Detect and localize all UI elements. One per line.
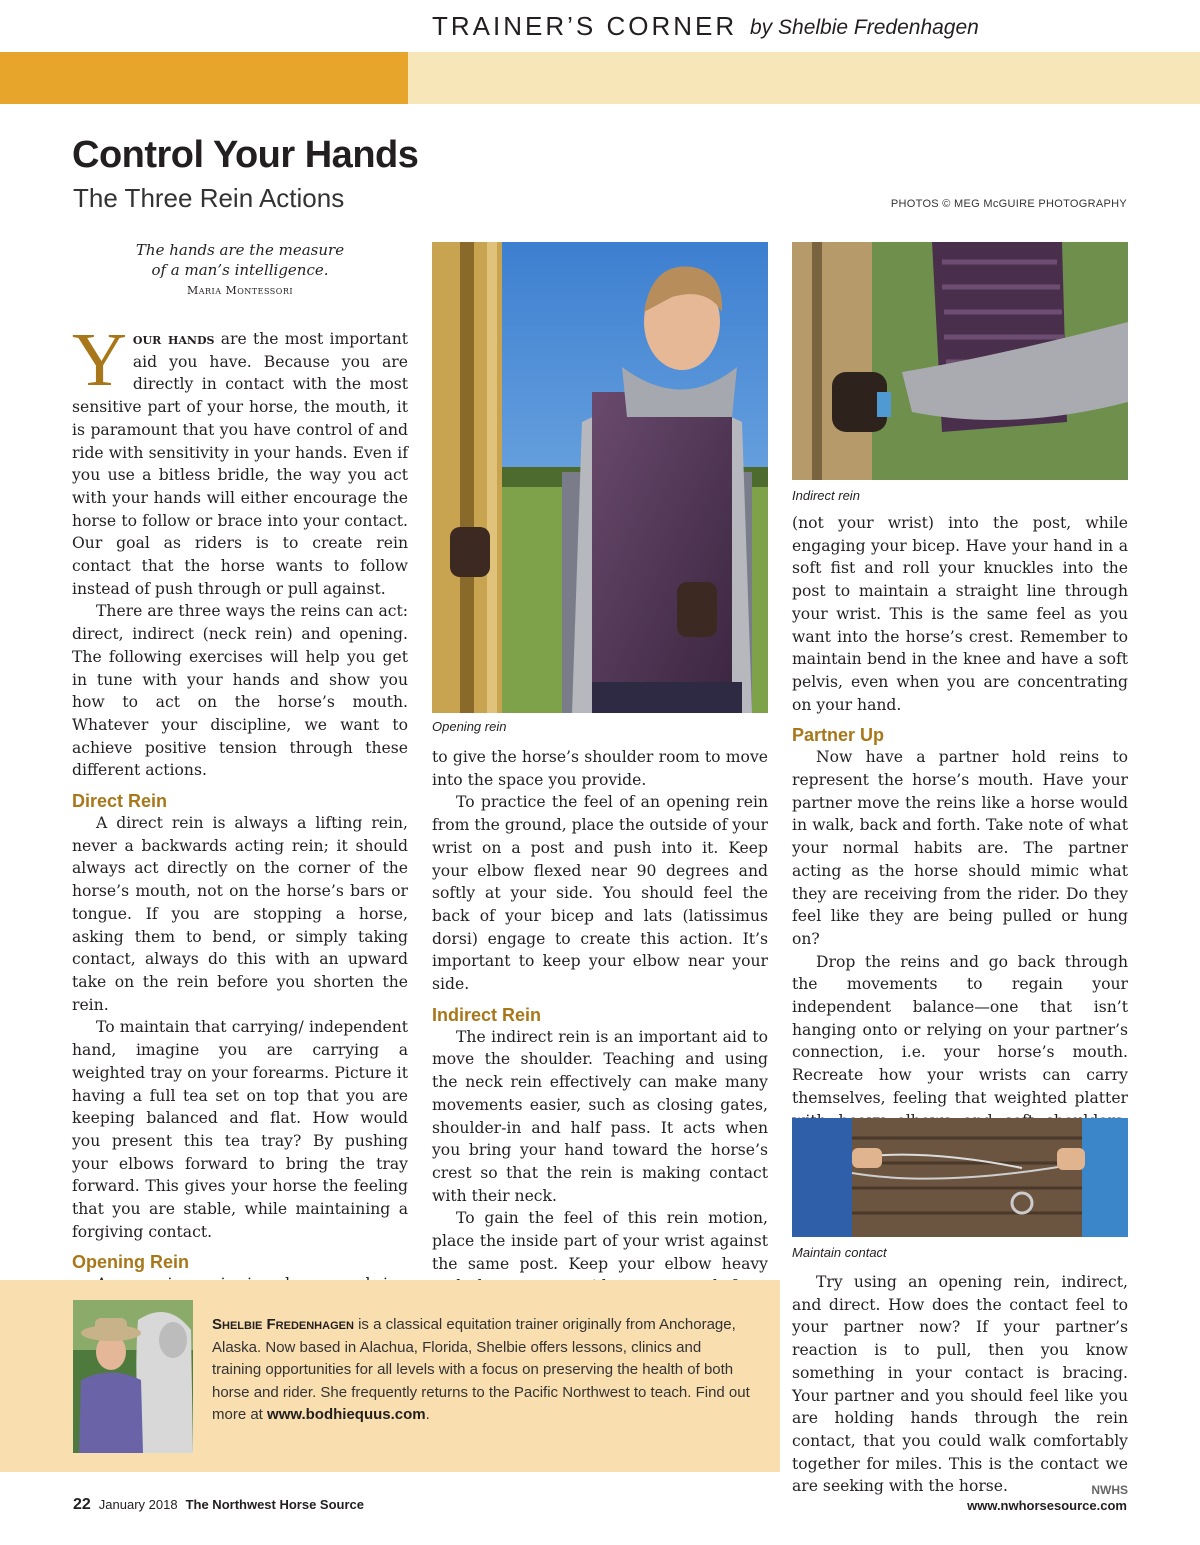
heading-opening-rein: Opening Rein [72, 1252, 189, 1273]
photo-indirect-rein [792, 242, 1128, 480]
column-3-lower [792, 1271, 1128, 1502]
intro-text: are the most important aid you have. Because you are directly in contact with the most sensitive part of your horse, the mouth, it is paramount that you have control of and ride with sensitivity in your hands. Even if you use a bitless bridle, the way you act with your hands will either encourage the horse to follow or brace into your contact. Our goal as riders is to create rein contact that the horse wants to follow instead of push through or pull against. [72, 330, 408, 598]
paragraph: To gain the feel of this rein motion, place the inside part of your wrist against the same post. Keep your elbow heavy [432, 1209, 768, 1273]
column-1 [72, 318, 408, 1342]
caption-maintain-contact: Maintain contact [792, 1245, 887, 1260]
issue-date: January 2018 [98, 1497, 178, 1512]
author-bio [212, 1314, 752, 1427]
article-title: Control Your Hands [72, 134, 419, 176]
paragraph [792, 1271, 1128, 1498]
author-name: Shelbie Fredenhagen [212, 1316, 354, 1333]
paragraph: Drop the reins and go back through the movements to regain your independent balance—one that isn’t hanging onto or relying on your partner’s connection, i.e. your horse’s mouth. Recreate how your wrists can carry themselves, feeling that weighted platter [792, 952, 1128, 1107]
paragraph: (not your wrist) into the post, while engaging your bicep. Have your hand in a soft fist and roll your knuckles into the post to maintain a straight line through your wrist. This is the same feel as you want into the horse’s crest. Remember to maintain bend in the knee and have a soft pelvis, even when you are concentrating on your hand. [792, 514, 1128, 714]
drop-cap: Y [72, 318, 127, 402]
feature-label: REGULAR FEATURE [72, 10, 416, 40]
photo-indirect-rein-illustration [792, 242, 1128, 480]
photo-opening-rein [432, 242, 768, 713]
paragraph: To maintain that carrying/ independent hand, imagine you are carrying a weighted tray on your forearms. Picture it having a full tea set on top that you are keeping balanced and flat. How would you present this tea tray? By pushing your elbows forward to bring the tray forward. This gives your horse the feeling that you are stable, while maintaining a forgiving contact. [72, 1018, 408, 1241]
heading-partner-up: Partner Up [792, 725, 885, 746]
photo-maintain-contact [792, 1118, 1128, 1237]
page-number: 22 [73, 1496, 91, 1513]
epigraph-line-1: The hands are the measure [135, 241, 345, 259]
signoff: NWHS [1091, 1483, 1128, 1498]
author-photo [73, 1300, 193, 1453]
banner-section-block [408, 52, 1200, 104]
epigraph-author: Maria Montessori [186, 284, 294, 297]
epigraph-line-2: of a man’s intelligence. [151, 261, 329, 279]
author-website-link[interactable]: www.bodhiequus.com [267, 1406, 426, 1423]
magazine-name: The Northwest Horse Source [185, 1497, 365, 1512]
paragraph: Now have a partner hold reins to represent the horse’s mouth. Have your partner move the reins like a horse would in walk, back and forth. Take note of what your normal habits are. The partner acting as the horse should mimic what they are receiving from the rider. Do they feel like they are being pulled or hung on? [792, 748, 1128, 948]
author-photo-illustration [73, 1300, 193, 1453]
paragraph: The indirect rein is an important aid to move the shoulder. Teaching and using the neck rein effectively can make many movements easier, such as closing gates, shoulder-in and half pass. It acts when you bring your hand toward the horse’s crest so that the rein is making contact with their neck. [432, 1027, 768, 1205]
paragraph: to give the horse’s shoulder room to move into the space you provide. [432, 748, 768, 789]
banner-feature-block [0, 52, 408, 104]
closing-paragraph-text: Try using an opening rein, indirect, and direct. How does the contact feel to your partner now? If your partner’s reaction is to pull, then you know something in your contact is bracing. Your partner and you should feel like you are holding hands through the rein contact, that you could walk comfortably together for miles. This is the contact we are seeking with the horse. [792, 1273, 1128, 1496]
byline: by Shelbie Fredenhagen [750, 16, 979, 39]
section-title: TRAINER’S CORNER [432, 11, 738, 41]
photo-maintain-contact-illustration [792, 1118, 1128, 1237]
header-banner [0, 52, 1200, 104]
caption-indirect-rein: Indirect rein [792, 488, 860, 503]
paragraph: To practice the feel of an opening rein from the ground, place the outside of your wrist on a post and push into it. Keep your elbow flexed near 90 degrees and softly at your side. You should feel the back of your bicep and lats (latissimus dorsi) engage to create this action. It’s important to keep your elbow near your side. [432, 793, 769, 994]
article-subtitle: The Three Rein Actions [73, 183, 345, 213]
paragraph: There are three ways the reins can act: direct, indirect (neck rein) and opening. The following exercises will help you get in tune with your hands and show you how to act on the horse’s mouth. Whatever your discipline, we want to achieve positive tension through these different actions. [72, 602, 408, 780]
author-bio-end: . [425, 1406, 430, 1423]
heading-indirect-rein: Indirect Rein [432, 1004, 542, 1025]
caption-opening-rein: Opening rein [432, 719, 507, 734]
footer-website[interactable]: www.nwhorsesource.com [967, 1498, 1127, 1513]
photo-credit: PHOTOS © MEG McGUIRE PHOTOGRAPHY [890, 198, 1127, 210]
footer-left [73, 1496, 364, 1514]
author-bio-text: is a classical equitation trainer originally from Anchorage, Alaska. Now based in Alachua, Florida, Shelbie offers lessons, clinics and training opportunities for all levels with a focus on preserving the health of both horse and rider. She frequently returns to the Pacific Northwest to teach. Find out more at [212, 1316, 750, 1423]
lead-in: our hands [132, 329, 215, 348]
column-2 [432, 746, 768, 1321]
column-3-upper [792, 512, 1128, 1178]
epigraph [72, 240, 408, 297]
intro-paragraph [72, 318, 408, 600]
heading-direct-rein: Direct Rein [72, 791, 168, 812]
paragraph: A direct rein is always a lifting rein, never a backwards acting rein; it should always act directly on the corner of the horse’s mouth, not on the horse’s bars or tongue. If you are stopping a horse, asking them to bend, or simply taking contact, always do this with an upward take on the rein before you shorten the rein. [72, 814, 408, 1014]
photo-opening-rein-illustration [432, 242, 768, 713]
